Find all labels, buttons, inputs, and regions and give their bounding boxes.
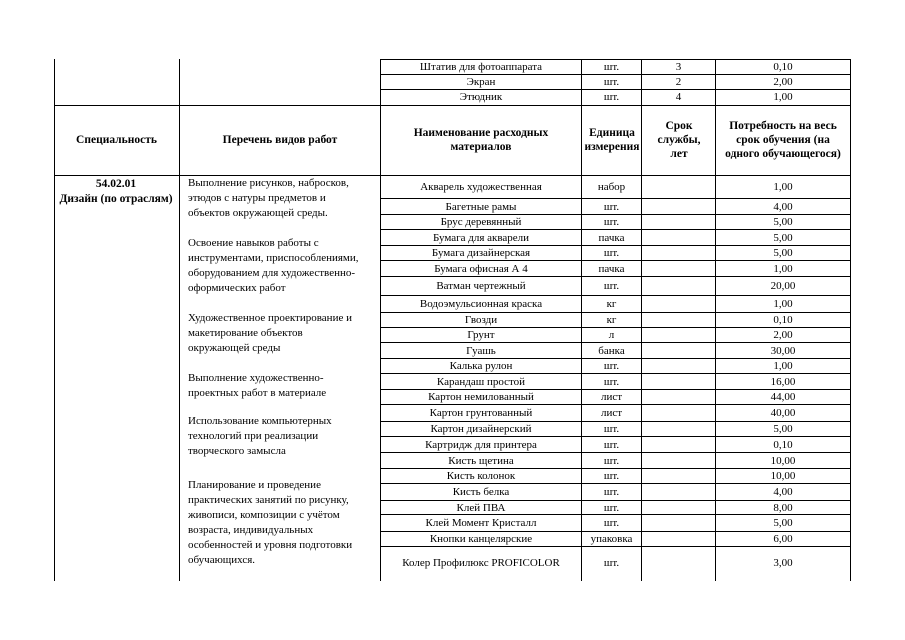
material-name: Этюдник: [459, 91, 503, 103]
need-cell: 1,00: [773, 91, 793, 103]
work-line: Освоение навыков работы с: [188, 237, 319, 249]
material-name: Кисть щетина: [448, 454, 514, 467]
need-cell: 20,00: [770, 280, 796, 292]
term-cell: [642, 515, 715, 531]
term-cell: [642, 199, 715, 214]
unit-cell: набор: [597, 181, 626, 193]
materials-table: [54, 59, 851, 581]
material-name: Картридж для принтера: [425, 438, 537, 451]
unit-cell: шт.: [603, 360, 620, 372]
work-line: Выполнение художественно-: [188, 372, 324, 384]
term-cell: [642, 328, 715, 342]
specialty-code: 54.02.01: [95, 178, 137, 190]
need-cell: 40,00: [770, 407, 796, 419]
work-line: объектов окружающей среды.: [188, 207, 328, 219]
header-material: Наименование расходных материалов: [413, 127, 549, 153]
need-cell: 1,00: [773, 181, 793, 193]
unit-cell: шт.: [603, 91, 620, 103]
unit-cell: шт.: [603, 423, 620, 435]
material-name: Бумага дизайнерская: [431, 247, 531, 259]
need-cell: 5,00: [773, 423, 793, 435]
header-need: Потребность на весь срок обучения (на одного обучающегося): [725, 120, 841, 160]
work-line: Планирование и проведение: [188, 479, 321, 491]
need-cell: 6,00: [773, 533, 793, 545]
term-cell: [642, 277, 715, 295]
unit-cell: шт.: [603, 280, 620, 292]
col-line: [850, 59, 851, 581]
material-name: Акварель художественная: [420, 181, 542, 193]
need-cell: 0,10: [773, 61, 793, 73]
unit-cell: шт.: [603, 438, 620, 451]
unit-cell: кг: [606, 314, 617, 326]
material-name: Водоэмульсионная краска: [419, 298, 543, 310]
material-name: Бумага для акварели: [432, 231, 530, 244]
unit-cell: пачка: [598, 262, 625, 275]
term-cell: [642, 359, 715, 373]
need-cell: 0,10: [773, 438, 793, 451]
unit-cell: лист: [600, 391, 623, 403]
material-name: Клей Момент Кристалл: [425, 517, 537, 529]
unit-cell: шт.: [603, 517, 620, 529]
work-line: практических занятий по рисунку,: [188, 494, 349, 506]
material-name: Гуашь: [466, 344, 496, 357]
material-name: Картон дизайнерский: [430, 423, 532, 435]
term-cell: [642, 453, 715, 468]
need-cell: 5,00: [773, 517, 793, 529]
unit-cell: лист: [600, 407, 623, 419]
term-cell: [642, 343, 715, 358]
work-line: особенностей и уровня подготовки: [188, 539, 353, 551]
header-unit: Единица измерения: [584, 127, 640, 153]
work-line: инструментами, приспособлениями,: [188, 252, 359, 264]
need-cell: 0,10: [773, 314, 793, 326]
material-name: Клей ПВА: [456, 501, 506, 514]
need-cell: 3,00: [773, 557, 793, 569]
term-cell: 4: [675, 91, 682, 103]
unit-cell: шт.: [603, 247, 620, 259]
need-cell: 4,00: [773, 486, 793, 498]
unit-cell: шт.: [603, 200, 620, 213]
row-line: [380, 74, 851, 75]
work-line: обучающихся.: [188, 554, 256, 566]
material-name: Экран: [466, 76, 496, 88]
term-cell: [642, 484, 715, 500]
need-cell: 2,00: [773, 329, 793, 341]
material-name: Картон грунтованный: [429, 407, 533, 419]
material-name: Карандаш простой: [436, 375, 526, 388]
unit-cell: банка: [598, 344, 625, 357]
term-cell: [642, 313, 715, 327]
unit-cell: шт.: [603, 61, 620, 73]
unit-cell: пачка: [598, 231, 625, 244]
unit-cell: л: [608, 329, 615, 341]
term-cell: [642, 390, 715, 404]
term-cell: [642, 422, 715, 436]
unit-cell: шт.: [603, 557, 620, 569]
term-cell: [642, 501, 715, 514]
material-name: Брус деревянный: [440, 216, 522, 228]
unit-cell: шт.: [603, 454, 620, 467]
need-cell: 44,00: [770, 391, 796, 403]
need-cell: 5,00: [773, 247, 793, 259]
term-cell: [642, 374, 715, 389]
material-name: Грунт: [467, 329, 495, 341]
header-works: Перечень видов работ: [222, 134, 338, 146]
unit-cell: шт.: [603, 501, 620, 514]
work-line: Выполнение рисунков, набросков,: [188, 177, 349, 189]
need-cell: 8,00: [773, 501, 793, 514]
material-name: Гвозди: [464, 314, 498, 326]
term-cell: 3: [675, 61, 682, 73]
row-line: [380, 59, 851, 60]
need-cell: 10,00: [770, 470, 796, 482]
term-cell: [642, 230, 715, 245]
term-cell: [642, 469, 715, 483]
term-cell: [642, 246, 715, 260]
material-name: Кисть белка: [452, 486, 510, 498]
term-cell: [642, 532, 715, 546]
material-name: Кнопки канцелярские: [429, 533, 533, 545]
term-cell: [642, 405, 715, 421]
work-line: оборудованием для художественно-: [188, 267, 356, 279]
work-line: возраста, индивидуальных: [188, 524, 314, 536]
need-cell: 1,00: [773, 360, 793, 372]
need-cell: 5,00: [773, 216, 793, 228]
need-cell: 4,00: [773, 200, 793, 213]
term-cell: [642, 215, 715, 229]
header-specialty: Специальность: [76, 134, 157, 146]
work-line: оформических работ: [188, 282, 286, 294]
term-cell: [642, 176, 715, 198]
unit-cell: шт.: [603, 486, 620, 498]
material-name: Штатив для фотоаппарата: [419, 61, 543, 73]
need-cell: 5,00: [773, 231, 793, 244]
material-name: Калька рулон: [449, 360, 513, 372]
work-line: макетирование объектов: [188, 327, 303, 339]
material-name: Ватман чертежный: [436, 280, 526, 292]
work-line: технологий при реализации: [188, 430, 319, 442]
unit-cell: шт.: [603, 216, 620, 228]
unit-cell: шт.: [603, 375, 620, 388]
specialty-name: Дизайн (по отраслям): [59, 193, 173, 205]
material-name: Картон немилованный: [428, 391, 534, 403]
term-cell: 2: [675, 76, 682, 88]
specialty-cell: [54, 177, 178, 207]
need-cell: 1,00: [773, 262, 793, 275]
work-line: живописи, композиции с учётом: [188, 509, 340, 521]
unit-cell: кг: [606, 298, 617, 310]
need-cell: 30,00: [770, 344, 796, 357]
term-cell: [642, 261, 715, 276]
work-line: окружающей среды: [188, 342, 281, 354]
unit-cell: упаковка: [590, 533, 633, 545]
work-line: Использование компьютерных: [188, 415, 332, 427]
work-line: творческого замысла: [188, 445, 286, 457]
need-cell: 10,00: [770, 454, 796, 467]
term-cell: [642, 437, 715, 452]
material-name: Багетные рамы: [445, 200, 517, 213]
work-line: этюдов с натуры предметов и: [188, 192, 326, 204]
unit-cell: шт.: [603, 76, 620, 88]
material-name: Бумага офисная А 4: [434, 262, 528, 275]
need-cell: 2,00: [773, 76, 793, 88]
row-line: [380, 89, 851, 90]
work-line: Художественное проектирование и: [188, 312, 352, 324]
need-cell: 1,00: [773, 298, 793, 310]
term-cell: [642, 296, 715, 312]
term-cell: [642, 547, 715, 579]
material-name: Колер Профилюкс PROFICOLOR: [402, 557, 560, 569]
material-name: Кисть колонок: [446, 470, 516, 482]
unit-cell: шт.: [603, 470, 620, 482]
need-cell: 16,00: [770, 375, 796, 388]
header-term: Срок службы, лет: [657, 120, 701, 160]
work-line: проектных работ в материале: [188, 387, 327, 399]
